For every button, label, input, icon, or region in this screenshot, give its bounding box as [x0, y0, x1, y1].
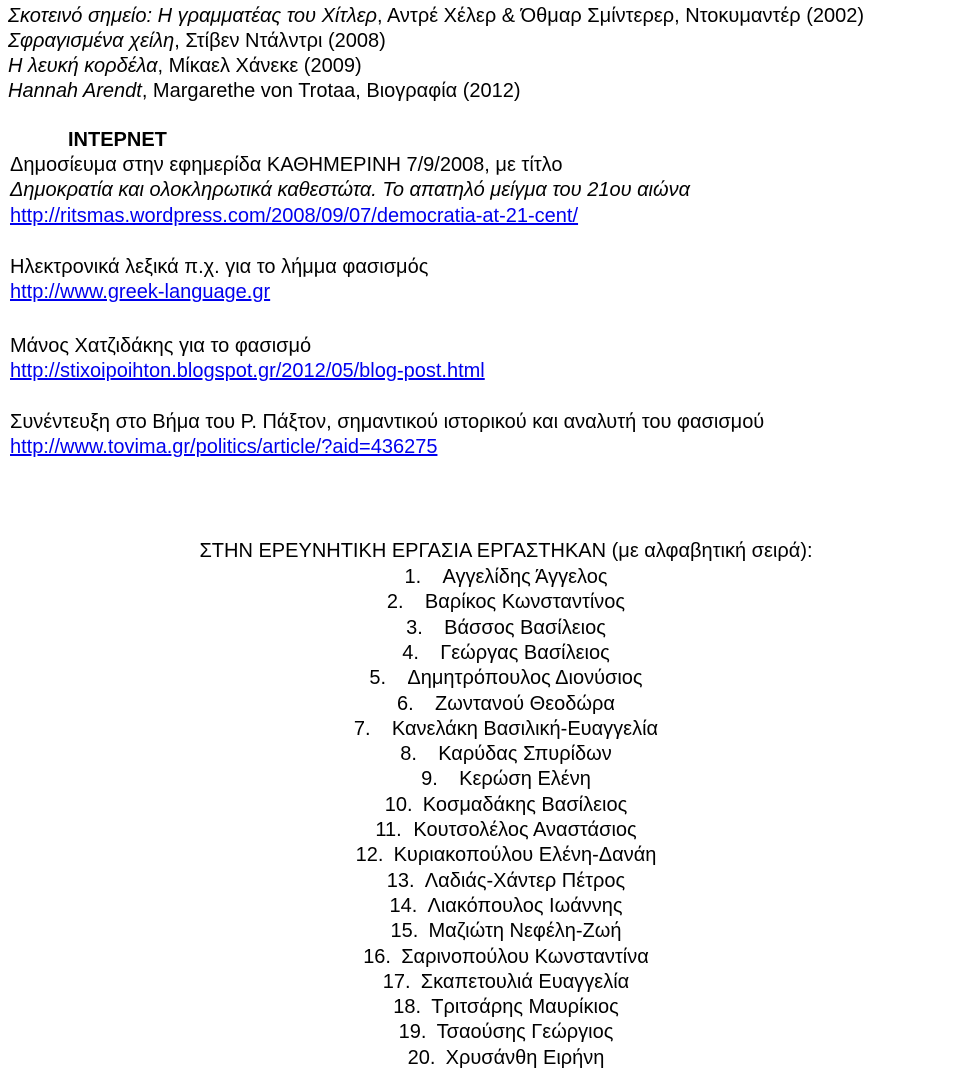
contributor-number: 9.	[421, 768, 438, 791]
contributor-name: Κυριακοπούλου Ελένη-Δανάη	[393, 844, 657, 867]
contributor-name: Γεώργας Βασίλειος	[440, 641, 610, 664]
dictionary-link[interactable]: http://www.greek-language.gr	[10, 281, 271, 303]
contributor-name: Δημητρόπουλος Διονύσιος	[407, 667, 643, 690]
contributor-number: 17.	[382, 970, 411, 993]
film-title: Η λευκή κορδέλα	[8, 55, 158, 77]
contributor-item	[0, 717, 960, 741]
interview-text: Συνέντευξη στο Βήμα του Ρ. Πάξτον, σημαντικού ιστορικού και αναλυτή του φασισμού	[10, 411, 765, 433]
contributor-item	[0, 565, 960, 589]
contributor-name: Τσαούσης Γεώργιος	[436, 1021, 614, 1044]
contributor-item	[0, 1046, 960, 1070]
contributor-number: 16.	[363, 945, 391, 968]
film-title: Σκοτεινό σημείο: Η γραμματέας του Χίτλερ	[8, 5, 377, 27]
contributor-number: 19.	[398, 1021, 427, 1044]
contributor-name: Σαρινοπούλου Κωνσταντίνα	[401, 945, 649, 968]
contributor-item	[0, 767, 960, 791]
contributor-item	[0, 793, 960, 817]
contributor-item	[0, 818, 960, 842]
contributor-number: 12.	[355, 844, 384, 867]
contributor-name: Ζωντανού Θεοδώρα	[435, 692, 615, 715]
contributor-name: Μαζιώτη Νεφέλη-Ζωή	[428, 920, 622, 943]
hadjidakis-link[interactable]: http://stixoipoihton.blogspot.gr/2012/05/blog-post.html	[10, 360, 485, 382]
film-entry	[8, 4, 864, 28]
interview-link[interactable]: http://www.tovima.gr/politics/article/?aid=436275	[10, 436, 438, 458]
contributor-name: Χρυσάνθη Ειρήνη	[445, 1046, 605, 1069]
film-details: , Μίκαελ Χάνεκε (2009)	[157, 55, 362, 77]
contributor-item	[0, 692, 960, 716]
contributor-item	[0, 641, 960, 665]
film-entry	[8, 54, 362, 78]
contributor-number: 1.	[404, 566, 422, 588]
film-title: Hannah Arendt	[8, 80, 142, 102]
contributor-name: Τριτσάρης Μαυρίκιος	[431, 996, 619, 1019]
contributor-item	[0, 869, 960, 893]
film-entry	[8, 79, 521, 103]
film-title: Σφραγισμένα χείλη	[8, 30, 175, 52]
contributor-number: 14.	[389, 894, 418, 917]
contributor-number: 13.	[386, 869, 415, 892]
contributor-number: 18.	[393, 996, 422, 1019]
contributor-number: 20.	[407, 1046, 436, 1069]
contributor-item	[0, 616, 960, 640]
contributor-item	[0, 970, 960, 994]
contributor-name: Κοσμαδάκης Βασίλειος	[422, 793, 628, 816]
contributor-name: Κουτσολέλος Αναστάσιος	[413, 819, 637, 841]
contributor-item	[0, 995, 960, 1019]
contributor-item	[0, 1020, 960, 1044]
hadjidakis-text: Μάνος Χατζιδάκης για το φασισμό	[10, 335, 312, 357]
contributor-number: 15.	[390, 920, 419, 943]
contributor-name: Σκαπετουλιά Ευαγγελία	[420, 970, 630, 993]
article-intro: Δημοσίευμα στην εφημερίδα ΚΑΘΗΜΕΡΙΝΗ 7/9/2008, με τίτλο	[10, 154, 563, 176]
contributor-number: 10.	[384, 793, 413, 816]
contributors-heading: ΣΤΗΝ ΕΡΕΥΝΗΤΙΚΗ ΕΡΓΑΣΙΑ ΕΡΓΑΣΤΗΚΑΝ (με αλφαβητική σειρά):	[199, 540, 813, 562]
contributor-number: 4.	[402, 641, 419, 664]
dictionary-text: Ηλεκτρονικά λεξικά π.χ. για το λήμμα φασισμός	[10, 256, 429, 278]
article-title: Δημοκρατία και ολοκληρωτικά καθεστώτα. Το απατηλό μείγμα του 21ου αιώνα	[10, 179, 690, 201]
contributor-number: 2.	[386, 591, 404, 614]
film-details: , Αντρέ Χέλερ & Όθμαρ Σμίντερερ, Ντοκυμαντέρ (2002)	[376, 5, 865, 27]
internet-heading: ΙΝΤΕΡΝΕΤ	[68, 129, 167, 151]
film-details: , Στίβεν Ντάλντρι (2008)	[174, 30, 386, 52]
film-entry	[8, 29, 386, 53]
contributor-item	[0, 919, 960, 943]
contributor-number: 7.	[353, 717, 371, 740]
contributor-item	[0, 590, 960, 614]
contributor-name: Αγγελίδης Άγγελος	[442, 566, 608, 588]
contributor-name: Βάσσος Βασίλειος	[444, 616, 606, 639]
contributor-name: Λιακόπουλος Ιωάννης	[427, 894, 623, 917]
contributor-item	[0, 666, 960, 690]
contributor-name: Κανελάκη Βασιλική-Ευαγγελία	[391, 717, 659, 740]
film-details: , Margarethe von Trotaa, Βιογραφία (2012)	[141, 80, 521, 102]
contributor-name: Λαδιάς-Χάντερ Πέτρος	[424, 869, 626, 892]
contributor-number: 6.	[397, 692, 414, 715]
contributor-number: 8.	[400, 743, 417, 766]
contributor-item	[0, 945, 960, 969]
contributor-name: Καρύδας Σπυρίδων	[438, 743, 612, 766]
contributor-number: 11.	[375, 819, 402, 841]
article-link[interactable]: http://ritsmas.wordpress.com/2008/09/07/democratia-at-21-cent/	[10, 205, 579, 227]
contributor-number: 5.	[369, 667, 387, 690]
contributor-item	[0, 742, 960, 766]
contributor-name: Βαρίκος Κωνσταντίνος	[424, 591, 626, 614]
contributor-item	[0, 843, 960, 867]
contributor-item	[0, 894, 960, 918]
contributor-number: 3.	[406, 616, 423, 639]
contributor-name: Κερώση Ελένη	[459, 768, 591, 791]
